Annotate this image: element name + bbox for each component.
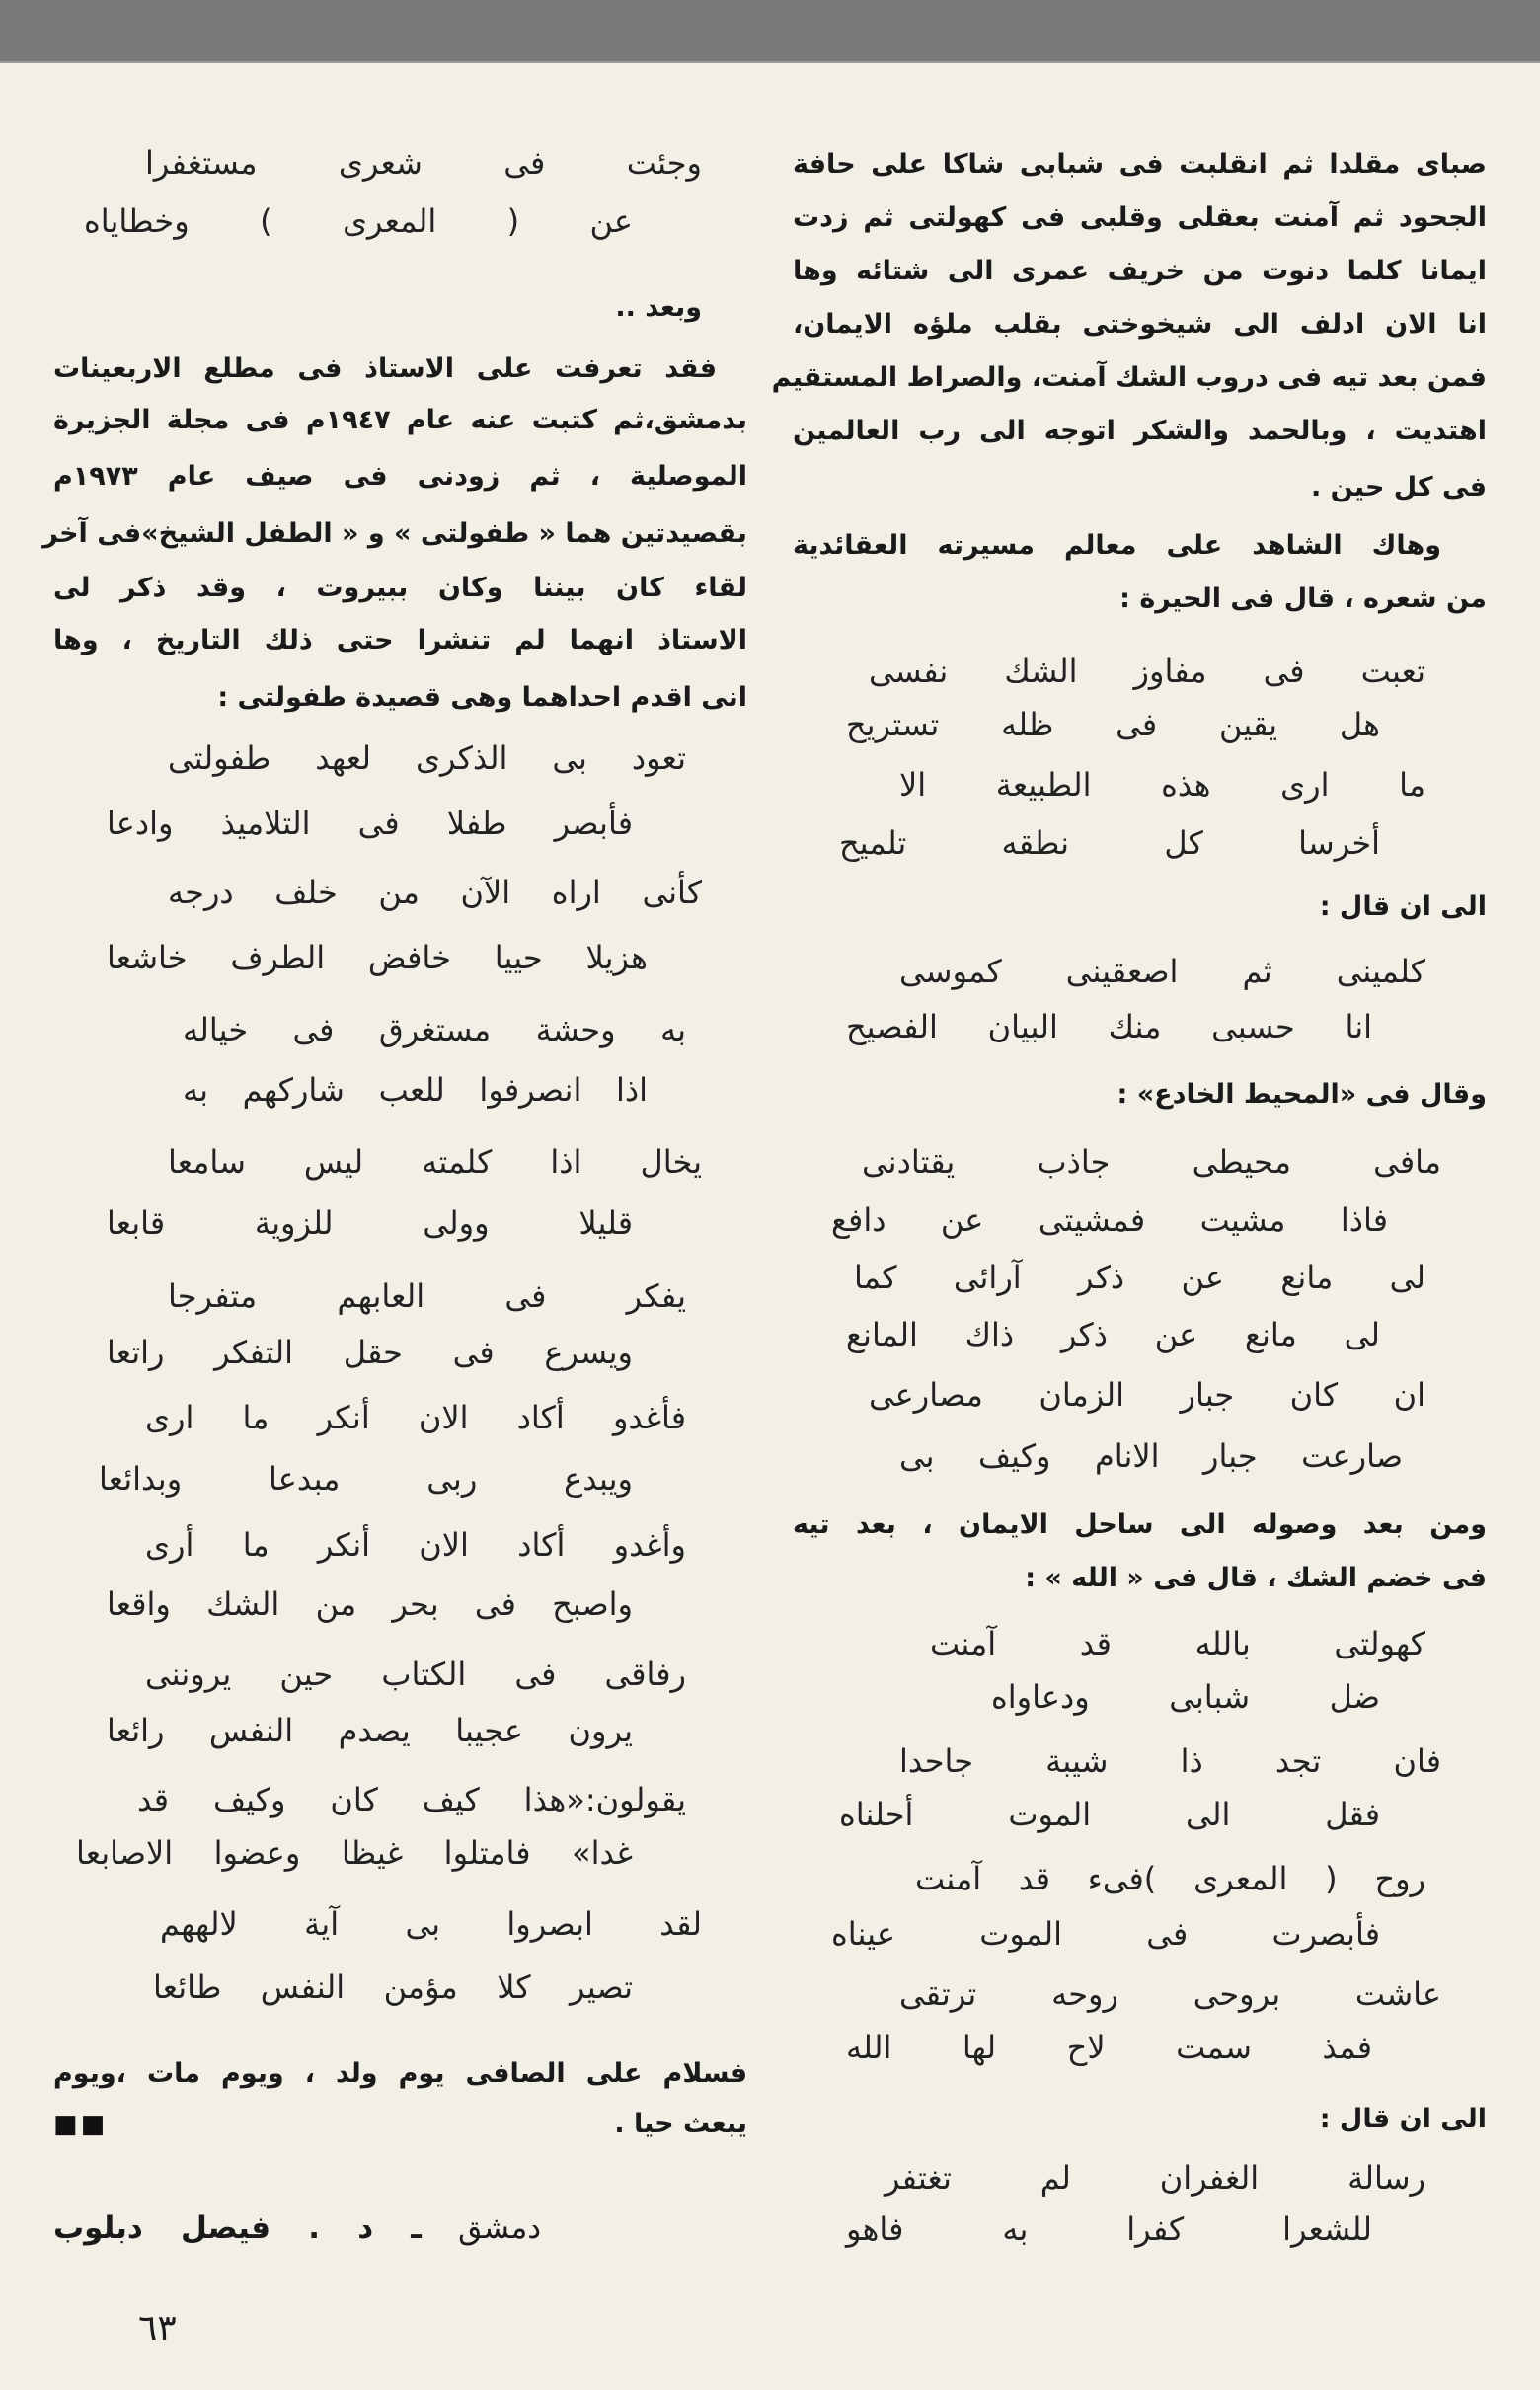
top-gray-band (0, 0, 1540, 63)
verse-line: فأبصرت فى الموت عيناه (831, 1915, 1380, 1953)
hayra-intro-line: من شعره ، قال فى الحيرة : (1119, 583, 1487, 614)
verse-line: ما ارى هذه الطبيعة الا (899, 766, 1425, 804)
intro-paragraph-line: فمن بعد تيه فى دروب الشك آمنت، والصراط المستقيم (771, 362, 1487, 393)
verse-line: كلمينى ثم اصعقينى كموسى (899, 953, 1425, 990)
verse-line: فأغدو أكاد الان أنكر ما ارى (145, 1399, 686, 1436)
transition-heading: وبعد .. (615, 292, 702, 323)
verse-line: لقد ابصروا بى آية لالههم (160, 1905, 702, 1943)
verse-line: ضل شبابى ودعاواه (991, 1678, 1380, 1716)
intro-paragraph-line: صباى مقلدا ثم انقلبت فى شبابى شاكا على حافة (793, 149, 1487, 180)
verse-line: هل يقين فى ظله تستريح (846, 706, 1380, 743)
verse-line: لى مانع عن ذكر آرائى كما (854, 1259, 1425, 1296)
page-number: ٦٣ (138, 2308, 177, 2349)
verse-line: مافى محيطى جاذب يقتادنى (862, 1143, 1441, 1181)
verse-line: ويبدع ربى مبدعا وبدائعا (99, 1460, 633, 1498)
verse-line: كهولتى بالله قد آمنت (930, 1625, 1425, 1662)
verse-line: وأغدو أكاد الان أنكر ما أرى (145, 1526, 686, 1564)
memoir-paragraph-line: الموصلية ، ثم زودنى فى صيف عام ١٩٧٣م (53, 461, 747, 492)
memoir-paragraph-line: فقد تعرفت على الاستاذ فى مطلع الاربعينات (53, 353, 717, 384)
verse-line: يرون عجيبا يصدم النفس رائعا (107, 1712, 633, 1749)
closing-paragraph-line: فسلام على الصافى يوم ولد ، ويوم مات ،ويوم (53, 2058, 747, 2089)
intro-paragraph-line: فى كل حين . (1310, 472, 1487, 502)
memoir-paragraph-line: بقصيدتين هما « طفولتى » و « الطفل الشيخ»فى آخر (42, 518, 747, 549)
memoir-paragraph-line: بدمشق،ثم كتبت عنه عام ١٩٤٧م فى مجلة الجزيرة (53, 405, 748, 435)
verse-line: تصير كلا مؤمن النفس طائعا (153, 1968, 633, 2006)
allah-intro-line: فى خضم الشك ، قال فى « الله » : (1025, 1563, 1487, 1593)
hayra-intro-line: وهاك الشاهد على معالم مسيرته العقائدية (793, 530, 1441, 561)
verse-line: فان تجد ذا شيبة جاحدا (899, 1742, 1441, 1780)
memoir-paragraph-line: انى اقدم احداهما وهى قصيدة طفولتى : (217, 682, 747, 713)
verse-line: تعبت فى مفاوز الشك نفسى (869, 653, 1425, 690)
continuation-heading: الى ان قال : (1319, 891, 1487, 922)
verse-line: يقولون:«هذا كيف كان وكيف قد (137, 1781, 686, 1818)
verse-line: انا حسبى منك البيان الفصيح (846, 1008, 1372, 1045)
verse-line: ويسرع فى حقل التفكر راتعا (107, 1334, 633, 1371)
allah-intro-line: ومن بعد وصوله الى ساحل الايمان ، بعد تيه (793, 1509, 1487, 1540)
memoir-paragraph-line: الاستاذ انهما لم تنشرا حتى ذلك التاريخ ، وها (53, 625, 747, 655)
signature-author: ـ د . فيصل دبلوب (53, 2210, 422, 2246)
verse-line: للشعرا كفرا به فاهو (846, 2210, 1372, 2248)
closing-paragraph-line: يبعث حيا . (614, 2109, 747, 2139)
verse-line: فاذا مشيت فمشيتى عن دافع (831, 1201, 1388, 1239)
verse-line: يخال اذا كلمته ليس سامعا (168, 1143, 702, 1181)
verse-line: عن ( المعرى ) وخطاياه (84, 202, 633, 240)
verse-line: يفكر فى العابهم متفرجا (168, 1277, 686, 1315)
signature-place: دمشق (458, 2210, 541, 2246)
end-of-article-mark: ■■ (53, 2110, 109, 2139)
signature (53, 2205, 541, 2251)
verse-line: روح ( المعرى )فىء قد آمنت (915, 1860, 1425, 1897)
verse-line: واصبح فى بحر من الشك واقعا (107, 1585, 633, 1623)
verse-line: فأبصر طفلا فى التلاميذ وادعا (107, 805, 633, 842)
verse-line: فمذ سمت لاح لها الله (846, 2029, 1372, 2066)
memoir-paragraph-line: لقاء كان بيننا وكان ببيروت ، وقد ذكر لى (53, 573, 747, 603)
verse-line: رفاقى فى الكتاب حين يروننى (145, 1656, 686, 1693)
verse-line: ان كان جبار الزمان مصارعى (869, 1376, 1425, 1414)
verse-line: لى مانع عن ذكر ذاك المانع (846, 1316, 1380, 1353)
verse-line: أخرسا كل نطقه تلميح (839, 824, 1380, 862)
verse-line: قليلا وولى للزوية قابعا (107, 1204, 633, 1242)
verse-line: اذا انصرفوا للعب شاركهم به (183, 1071, 648, 1109)
continuation-heading: الى ان قال : (1319, 2104, 1487, 2134)
verse-line: به وحشة مستغرق فى خياله (183, 1011, 686, 1048)
verse-line: عاشت بروحى روحه ترتقى (899, 1975, 1441, 2013)
intro-paragraph-line: ايمانا كلما دنوت من خريف عمرى الى شتائه وها (793, 256, 1487, 286)
verse-line: هزيلا حييا خافض الطرف خاشعا (107, 939, 648, 976)
verse-line: رسالة الغفران لم تغتفر (885, 2159, 1425, 2197)
intro-paragraph-line: الجحود ثم آمنت بعقلى وقلبى فى كهولتى ثم زدت (793, 202, 1487, 233)
intro-paragraph-line: انا الان ادلف الى شيخوختى بقلب ملؤه الايمان، (793, 309, 1487, 340)
verse-line: كأنى اراه الآن من خلف درجه (168, 874, 702, 911)
muhit-intro-heading: وقال فى «المحيط الخادع» : (1116, 1079, 1487, 1110)
verse-line: وجئت فى شعرى مستغفرا (145, 144, 702, 182)
verse-line: صارعت جبار الانام وكيف بى (899, 1437, 1403, 1475)
verse-line: فقل الى الموت أحلناه (839, 1796, 1380, 1833)
intro-paragraph-line: اهتديت ، وبالحمد والشكر اتوجه الى رب العالمين (793, 416, 1487, 446)
verse-line: غدا» فامتلوا غيظا وعضوا الاصابعا (76, 1834, 633, 1872)
verse-line: تعود بى الذكرى لعهد طفولتى (168, 739, 686, 777)
